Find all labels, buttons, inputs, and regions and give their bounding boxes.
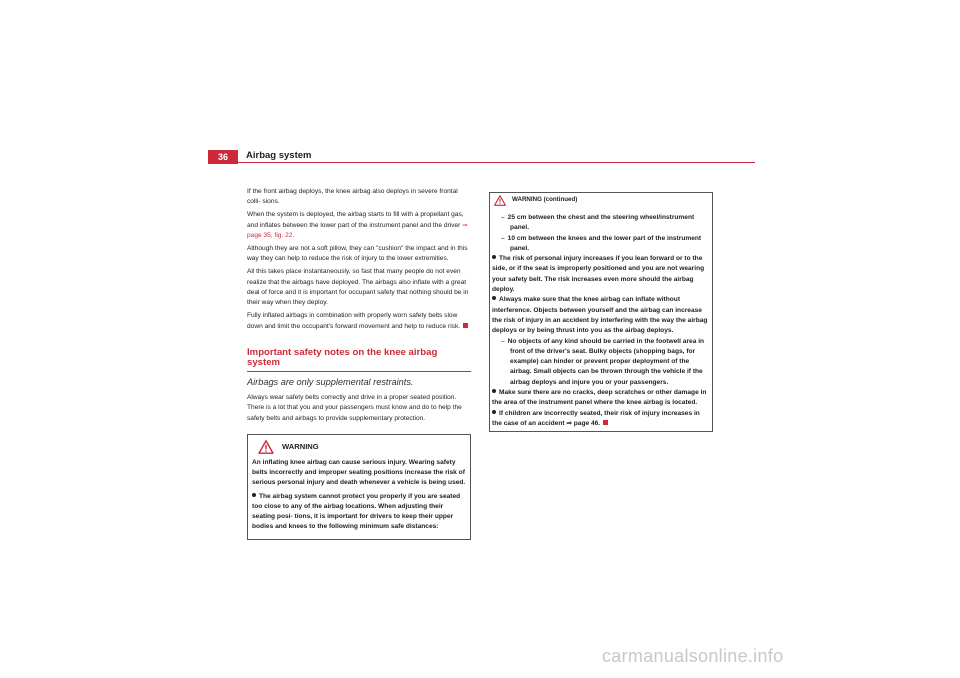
dash-icon: – bbox=[501, 234, 505, 242]
warning-continued-title: WARNING (continued) bbox=[512, 196, 578, 204]
bullet-icon bbox=[252, 493, 256, 497]
distance-item-2-text: 10 cm between the knees and the lower part of the instrument panel. bbox=[507, 234, 702, 252]
bullet-icon bbox=[492, 410, 496, 414]
page-title: Airbag system bbox=[246, 150, 312, 161]
bullet-3 bbox=[492, 388, 710, 409]
section-subtitle: Airbags are only supplemental restraints. bbox=[247, 376, 414, 387]
distance-item-2 bbox=[492, 234, 710, 255]
warning-continued-header bbox=[490, 192, 712, 209]
bullet-icon bbox=[492, 389, 496, 393]
dash-icon: – bbox=[501, 337, 505, 345]
paragraph-2-text: When the system is deployed, the airbag starts to fill with a propellant gas, and inflates between the lower part of the instrument panel and the driver bbox=[247, 211, 464, 229]
distance-item-1-text: 25 cm between the chest and the steering wheel/instrument panel. bbox=[507, 214, 695, 232]
bullet-4-text: If children are incorrectly seated, their risk of injury increases in the case of an accident ⇒ page 46. bbox=[492, 409, 700, 427]
bullet-icon bbox=[492, 296, 496, 300]
bullet-1 bbox=[492, 254, 710, 295]
end-mark-icon bbox=[463, 323, 468, 328]
warning-triangle-icon bbox=[494, 195, 506, 206]
section-title: Important safety notes on the knee airbag system bbox=[247, 348, 471, 372]
paragraph-4: All this takes place instantaneously, so fast that many people do not even realize that the airbags have deployed. The airbags also inflate with a great deal of force and it is important for occupant safety that nothing should be in their way when they deploy. bbox=[247, 268, 469, 307]
warning-intro: An inflating knee airbag can cause serious injury. Wearing safety belts incorrectly and improper seating positions increase the risk of serious personal injury and death whenever a vehicle is being used. bbox=[252, 458, 466, 487]
bullet-2-text: Always make sure that the knee airbag can inflate without interference. Objects between yourself and the airbag can increase the risk of injury in an accident by interfering with the way the airbag deploys or by being thrust into you as the airbag deploys. bbox=[492, 296, 708, 335]
warning-bullet-text: The airbag system cannot protect you properly if you are seated too close to any of the airbag locations. When adjusting their seating posi- tions, it is important for drivers to keep their upper bodies and knees to the following minimum safe distances: bbox=[252, 492, 461, 531]
warning-continued-box bbox=[489, 192, 713, 432]
sub-item-text: No objects of any kind should be carried in the footwell area in front of the driver's seat. Bulky objects (shopping bags, for example) can hinder or prevent proper deployment of the airbag. Small objects can be thrown through the vehicle if the airbag deploys and injure you or your passengers. bbox=[507, 337, 705, 386]
bullet-icon bbox=[492, 255, 496, 259]
section-paragraph: Always wear safety belts correctly and drive in a proper seated position. There is a lot that you and your passengers must know and do to help the safety belts and airbags to provide supplementary protection. bbox=[247, 393, 462, 422]
warning-header bbox=[252, 440, 466, 454]
bullet-2 bbox=[492, 295, 710, 336]
bullet-1-text: The risk of personal injury increases if you lean forward or to the side, or if the seat is improperly positioned and you are not wearing your safety belt. The risk increases even more should the airbag deploy. bbox=[492, 255, 705, 294]
page-link[interactable]: ⇒ page 35, fig. 22. bbox=[247, 221, 468, 239]
paragraph-5-text: Fully inflated airbags in combination with properly worn safety belts slow down and limit the occupant's forward movement and help to reduce risk. bbox=[247, 312, 461, 330]
distance-item-1 bbox=[492, 213, 710, 234]
left-column bbox=[247, 187, 471, 540]
bullet-4 bbox=[492, 409, 710, 430]
end-mark-icon bbox=[603, 420, 608, 425]
watermark: carmanualsonline.info bbox=[602, 646, 784, 666]
paragraph-5 bbox=[247, 311, 471, 332]
right-column bbox=[489, 192, 711, 432]
paragraph-1: If the front airbag deploys, the knee airbag also deploys in severe frontal colli- sions. bbox=[247, 188, 458, 206]
dash-icon: – bbox=[501, 214, 505, 221]
paragraph-2 bbox=[247, 210, 471, 241]
paragraph-3: Although they are not a soft pillow, they can "cushion" the impact and in this way they can help to reduce the risk of injury to the lower extremities. bbox=[247, 245, 468, 263]
sub-item bbox=[492, 337, 710, 388]
warning-triangle-icon bbox=[258, 440, 274, 454]
page-number: 36 bbox=[208, 150, 238, 164]
bullet-3-text: Make sure there are no cracks, deep scratches or other damage in the area of the instrument panel where the knee airbag is located. bbox=[492, 389, 707, 407]
warning-title: WARNING bbox=[282, 441, 319, 451]
warning-bullet bbox=[252, 492, 466, 533]
warning-box bbox=[247, 434, 471, 540]
